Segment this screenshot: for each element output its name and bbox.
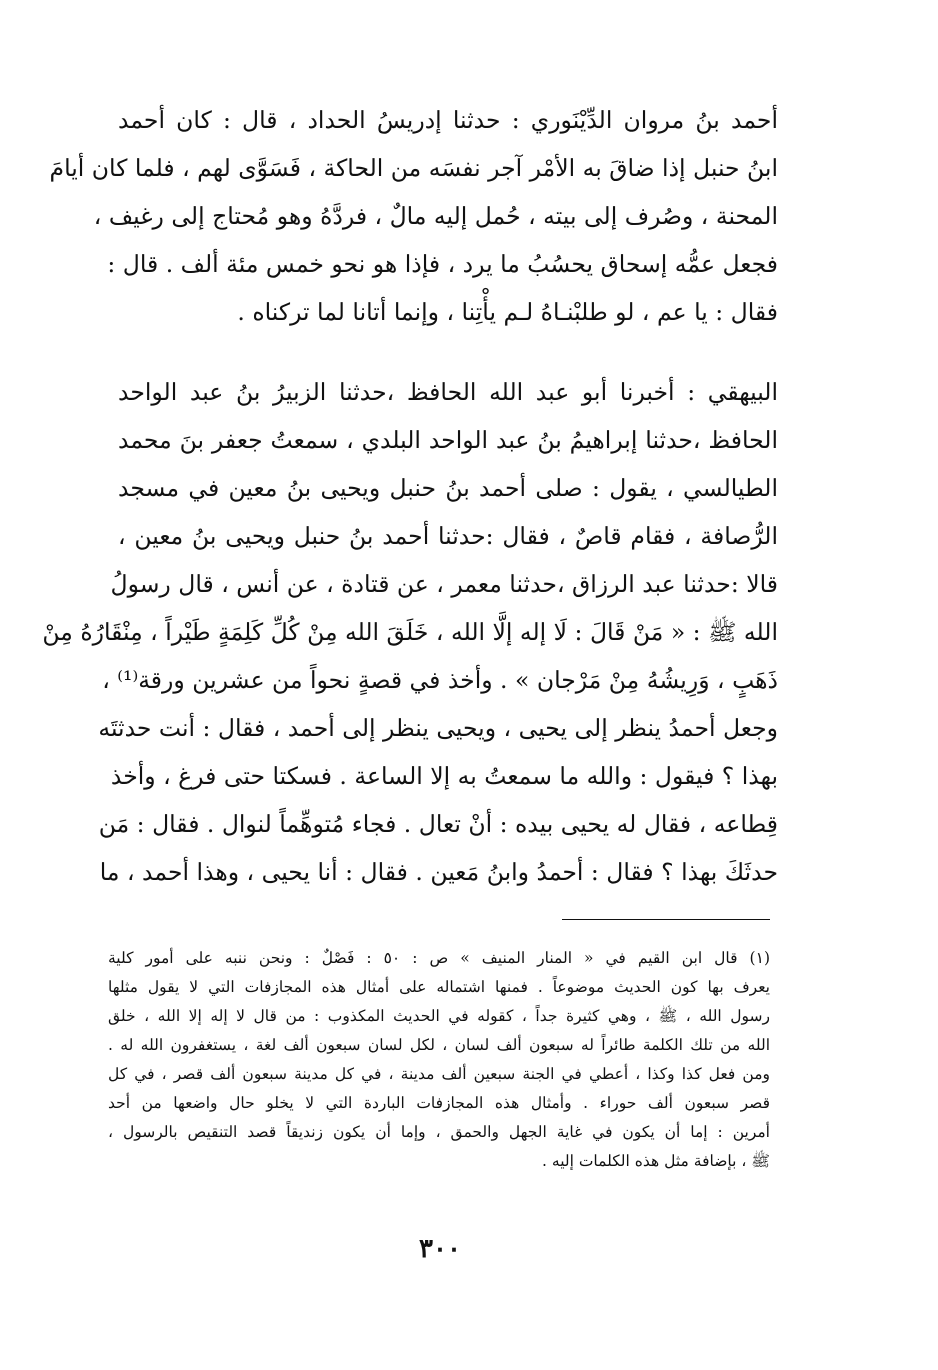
footnote-line: قصر سبعون ألف حوراء . وأمثال هذه المجازفات الباردة التي لا يخلو حال واضعها من أحد [108, 1094, 770, 1112]
footnote [108, 944, 770, 1176]
paragraph-1 [49, 96, 778, 336]
text-line: قالا :حدثنا عبد الرزاق ،حدثنا معمر ، عن قتادة ، عن أنس ، قال رسولُ [110, 570, 778, 598]
text-line: الرُّصافة ، فقام قاصٌ ، فقال :حدثنا أحمد بنُ حنبل ويحيى بنُ معين ، [118, 522, 778, 550]
footnote-line: يعرف بها كون الحديث موضوعاً . فمنها اشتماله على أمثال هذه المجازفات التي لا يقول مثلها [108, 978, 770, 996]
text-line: الطيالسي ، يقول : صلى أحمد بنُ حنبل ويحيى بنُ معين في مسجد [118, 474, 778, 502]
text-line: ابنُ حنبل إذا ضاقَ به الأمْر آجر نفسَه من الحاكة ، فَسَوَّى لهم ، فلما كان أيامَ [49, 154, 778, 182]
text-line: حدثَكَ بهذا ؟ فقال : أحمدُ وابنُ مَعين . فقال : أنا يحيى ، وهذا أحمد ، ما [99, 858, 778, 886]
text-line: المحنة ، وصُرف إلى بيته ، حُمل إليه مالٌ ، فردَّهُ وهو مُحتاج إلى رغيف ، [93, 202, 778, 230]
footnote-line: ومن فعل كذا وكذا ، أعطي في الجنة سبعين ألف مدينة ، في كل مدينة سبعون ألف قصر ، في كل [108, 1065, 770, 1083]
text-line: ذَهَبٍ ، وَرِيشُهُ مِنْ مَرْجان » . وأخذ في قصةٍ نحواً من عشرين ورقة⁽¹⁾ ، [102, 666, 778, 694]
text-line: فقال : يا عم ، لو طلبْنـاهُ لـم يأْتِنا ، وإنما أتانا لما تركناه . [237, 298, 778, 326]
footnote-line: أمرين : إما أن يكون في غاية الجهل والحمق ، وإما أن يكون زنديقاً قصد التنقيص بالرسول ، [108, 1123, 770, 1141]
text-line: الله ﷺ : « مَنْ قَالَ : لَا إله إلَّا الله ، خَلَقَ الله مِنْ كُلِّ كَلِمَةٍ طَيْراً ، مِنْقَارُهُ مِنْ [42, 618, 778, 646]
text-line: فجعل عمُّه إسحاق يحسُبُ ما يرد ، فإذا هو نحو خمس مئة ألف . قال : [107, 250, 778, 278]
text-line: وجعل أحمدُ ينظر إلى يحيى ، ويحيى ينظر إلى أحمد ، فقال : أنت حدثتَه [98, 714, 778, 742]
text-line: البيهقي : أخبرنا أبو عبد الله الحافظ ،حدثنا الزبيرُ بنُ عبد الواحد [118, 378, 778, 406]
footnote-divider [562, 919, 770, 920]
footnote-line: رسول الله ، ﷺ ، وهي كثيرة جداً ، كقوله في الحديث المكذوب : من قال لا إله إلا الله ، خلق [108, 1007, 770, 1025]
footnote-line: ﷺ ، بإضافة مثل هذه الكلمات إليه . [542, 1152, 770, 1170]
paragraph-2 [42, 368, 778, 896]
text-line: أحمد بنُ مروان الدِّيْنَوري : حدثنا إدريسُ الحداد ، قال : كان أحمد [118, 106, 778, 134]
text-line: بهذا ؟ فيقول : والله ما سمعتُ به إلا الساعة . فسكتا حتى فرغ ، وأخذ [110, 762, 778, 790]
text-line: قِطاعه ، فقال له يحيى بيده : أنْ تعال . فجاء مُتوهِّماً لنوال . فقال : مَن [98, 810, 778, 838]
footnote-line: (١) قال ابن القيم في « المنار المنيف » ص : ٥٠ : فَصْلٌ : ونحن ننبه على أمور كلية [108, 949, 770, 967]
page-number: ٣٠٠ [419, 1234, 461, 1264]
footnote-line: الله من تلك الكلمة طائراً له سبعون ألف لسان ، لكل لسان سبعون ألف لغة ، يستغفرون الله له . [108, 1036, 770, 1054]
text-line: الحافظ ،حدثنا إبراهيمُ بنُ عبد الواحد البلدي ، سمعتُ جعفر بنَ محمد [118, 426, 778, 454]
